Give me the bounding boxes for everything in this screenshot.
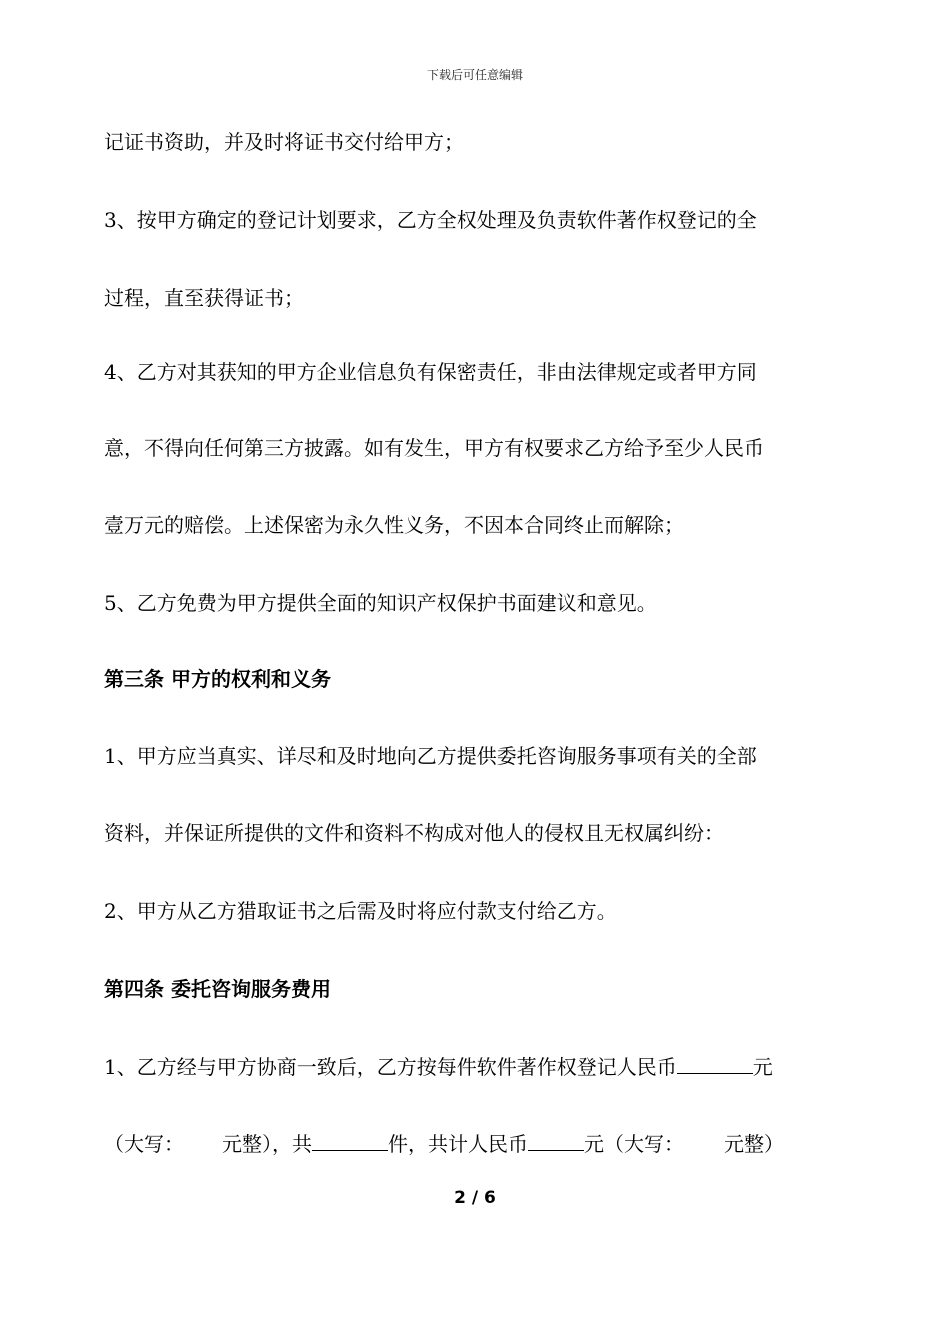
page-number: 2 / 6 (454, 1188, 496, 1208)
price-blank (677, 1053, 753, 1074)
paragraph-line: 4、乙方对其获知的甲方企业信息负有保密责任，非由法律规定或者甲方同 (104, 360, 757, 384)
fee-text: 元整），共 (222, 1132, 312, 1156)
section-heading: 第三条 甲方的权利和义务 (104, 667, 331, 691)
fee-line (104, 1130, 784, 1157)
fee-unit: 元 (752, 1055, 773, 1079)
paragraph-line: 3、按甲方确定的登记计划要求，乙方全权处理及负责软件著作权登记的全 (104, 208, 757, 232)
section-heading: 第四条 委托咨询服务费用 (104, 977, 331, 1001)
paragraph-line: 过程，直至获得证书； (104, 286, 304, 310)
fee-text: 元整） (724, 1132, 784, 1156)
fee-text: 件，共计人民币 (388, 1132, 528, 1156)
paragraph-line: 2、甲方从乙方猎取证书之后需及时将应付款支付给乙方。 (104, 899, 617, 923)
paragraph-line: 壹万元的赔偿。上述保密为永久性义务，不因本合同终止而解除； (104, 513, 684, 537)
paragraph-line: 意，不得向任何第三方披露。如有发生，甲方有权要求乙方给予至少人民币 (104, 436, 764, 460)
paragraph-line: 5、乙方免费为甲方提供全面的知识产权保护书面建议和意见。 (104, 591, 657, 615)
paragraph-line: 记证书资助，并及时将证书交付给甲方； (104, 130, 464, 154)
paragraph-line: 1、甲方应当真实、详尽和及时地向乙方提供委托咨询服务事项有关的全部 (104, 744, 757, 768)
page-header: 下载后可任意编辑 (426, 68, 523, 82)
quantity-blank (312, 1130, 388, 1151)
fee-text: （大写： (104, 1132, 184, 1156)
fee-line (104, 1053, 773, 1080)
fee-text: 1、乙方经与甲方协商一致后，乙方按每件软件著作权登记人民币 (104, 1055, 677, 1079)
paragraph-line: 资料，并保证所提供的文件和资料不构成对他人的侵权且无权属纠纷： (104, 821, 724, 845)
total-blank (528, 1130, 584, 1151)
fee-text: 元（大写： (584, 1132, 684, 1156)
